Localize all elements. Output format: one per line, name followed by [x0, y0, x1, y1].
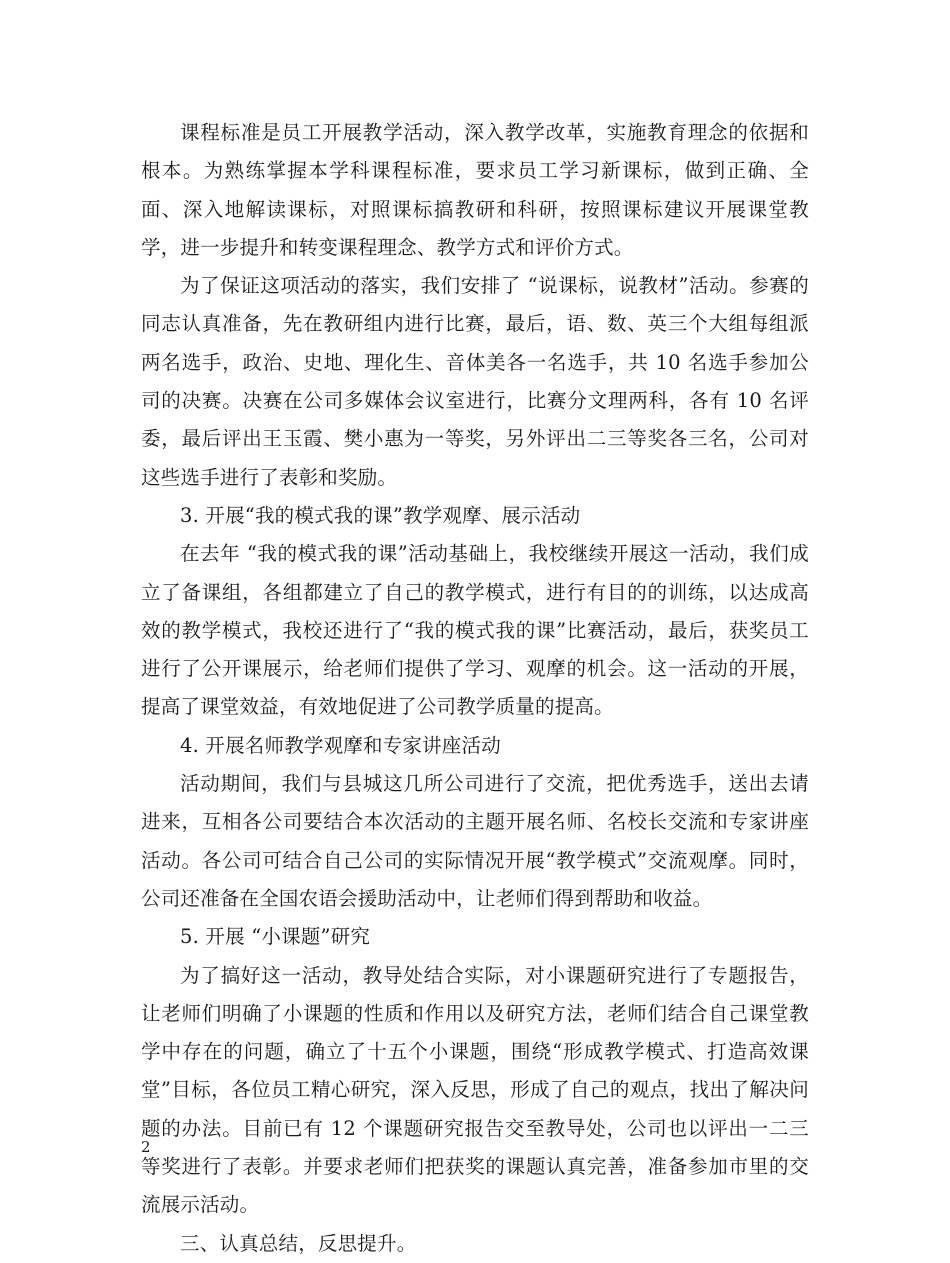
paragraph-activity-implementation: 为了保证这项活动的落实，我们安排了 “说课标，说教材”活动。参赛的同志认真准备，先在教研组内进行比赛，最后，语、数、英三个大组每组派两名选手，政治、史地、理化生、音体美各一名选手，共 10 名选手参加公司的决赛。决赛在公司多媒体会议室进行，比赛分文理两科，各有 10 名评委，最后评出王玉霞、樊小惠为一等奖，另外评出二三等奖各三名，公司对这些选手进行了表彰和奖励。 [141, 274, 809, 489]
heading-item-3: 3. 开展“我的模式我的课”教学观摩、展示活动 [180, 503, 581, 527]
page-number: 2 [141, 1138, 151, 1156]
paragraph-curriculum-standard: 课程标准是员工开展教学活动，深入教学改革，实施教育理念的依据和根本。为熟练掌握本学科课程标准，要求员工学习新课标，做到正确、全面、深入地解读课标，对照课标搞教研和科研，按照课标建议开展课堂教学，进一步提升和转变课程理念、教学方式和评价方式。 [141, 121, 809, 259]
heading-item-5: 5. 开展 “小课题”研究 [180, 925, 371, 949]
heading-item-4: 4. 开展名师教学观摩和专家讲座活动 [180, 733, 501, 757]
paragraph-my-mode-my-class: 在去年 “我的模式我的课”活动基础上，我校继续开展这一活动，我们成立了备课组，各组都建立了自己的教学模式，进行有目的的训练，以达成高效的教学模式，我校还进行了“我的模式我的课”比赛活动，最后，获奖员工进行了公开课展示，给老师们提供了学习、观摩的机会。这一活动的开展，提高了课堂效益，有效地促进了公司教学质量的提高。 [141, 542, 809, 719]
paragraph-exchange-activities: 活动期间，我们与县城这几所公司进行了交流，把优秀选手，送出去请进来，互相各公司要结合本次活动的主题开展名师、名校长交流和专家讲座活动。各公司可结合自己公司的实际情况开展“教学模式”交流观摩。同时，公司还准备在全国农语会援助活动中，让老师们得到帮助和收益。 [141, 772, 809, 910]
document-body [141, 114, 809, 1263]
paragraph-small-topics: 为了搞好这一活动，教导处结合实际，对小课题研究进行了专题报告，让老师们明确了小课题的性质和作用以及研究方法，老师们结合自己课堂教学中存在的问题，确立了十五个小课题，围绕“形成教学模式、打造高效课堂”目标，各位员工精心研究，深入反思，形成了自己的观点，找出了解决问题的办法。目前已有 12 个课题研究报告交至教导处，公司也以评出一二三等奖进行了表彰。并要求老师们把获奖的课题认真完善，准备参加市里的交流展示活动。 [141, 963, 809, 1217]
heading-section-three: 三、认真总结，反思提升。 [180, 1231, 417, 1255]
